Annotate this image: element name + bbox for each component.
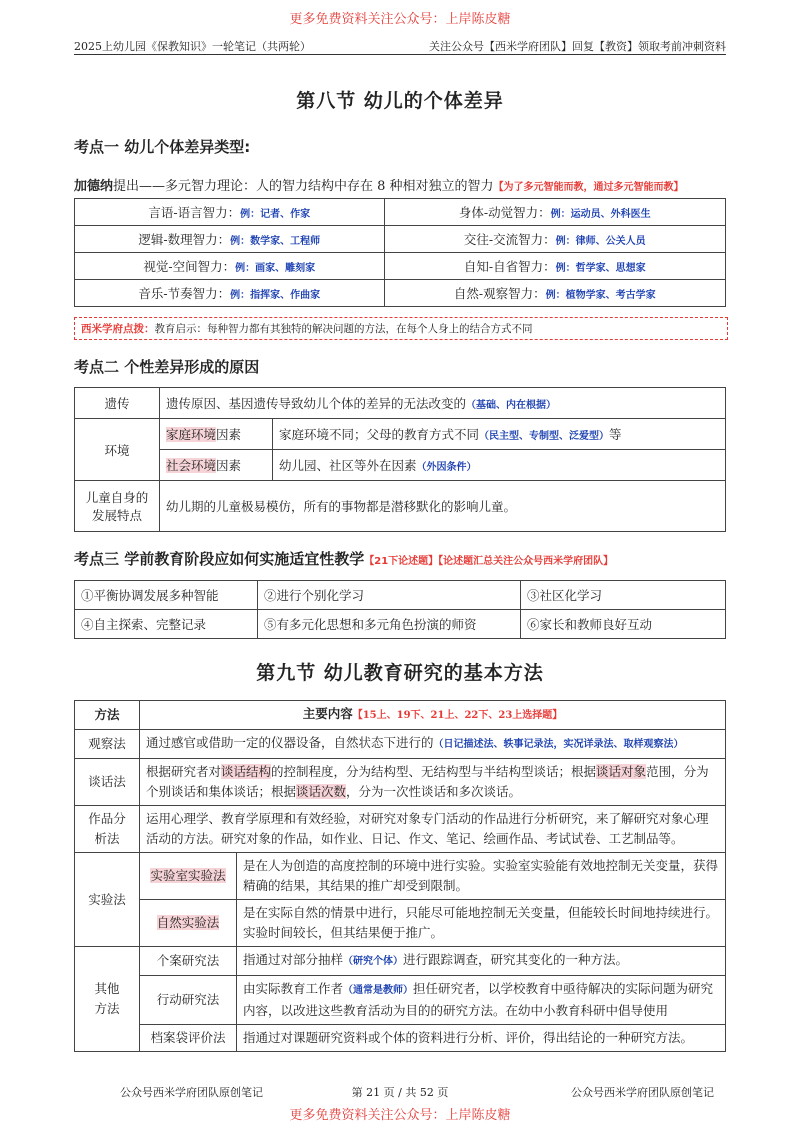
table-cell xyxy=(384,226,725,253)
case-note: （研究个体） xyxy=(343,956,404,967)
kp2-title: 考点二 个性差异形成的原因 xyxy=(74,358,260,376)
strategy-item: ②进行个别化学习 xyxy=(258,581,521,610)
intel-example: 例：记者、作家 xyxy=(240,209,311,220)
table-row xyxy=(75,419,726,450)
portfolio-label: 档案袋评价法 xyxy=(140,1025,237,1052)
heredity-note: （基础、内在根据） xyxy=(466,400,557,411)
footer-right-text: 公众号西米学府团队原创笔记 xyxy=(571,1086,714,1099)
self-label xyxy=(75,481,160,532)
case-label: 个案研究法 xyxy=(140,947,237,976)
kp3-title xyxy=(74,548,613,569)
table-row xyxy=(75,199,726,226)
table-row xyxy=(75,280,726,307)
lab-exp-text: 是在人为创造的高度控制的环境中进行实验。实验室实验能有效地控制无关变量，获得精确的结果，其结果的推广却受到限制。 xyxy=(237,853,726,900)
strategy-item: ⑥家长和教师良好互动 xyxy=(521,610,726,639)
col-content-header xyxy=(140,701,726,730)
works-label-line1: 作品分 xyxy=(88,811,126,826)
intel-example: 例：指挥家、作曲家 xyxy=(230,290,321,301)
col-method-header: 方法 xyxy=(75,701,140,730)
section-9-title: 第九节 幼儿教育研究的基本方法 xyxy=(256,662,544,684)
self-label-line2: 发展特点 xyxy=(91,508,142,523)
family-suffix: 因素 xyxy=(216,427,242,442)
table-cell xyxy=(75,280,385,307)
intel-name: 自然-观察智力： xyxy=(453,286,546,301)
section-8-title: 第八节 幼儿的个体差异 xyxy=(296,90,504,112)
social-text: 幼儿园、社区等外在因素 xyxy=(279,458,417,473)
action-t2: 担任研究者，以学校教育中亟待解决的实际问题为研究内容，以改进这些教育活动为目的的研究方法。在幼中小教育科研中倡导使用 xyxy=(243,981,714,1018)
table-row xyxy=(75,388,726,419)
interview-t4: ，分为一次性谈话和多次谈话。 xyxy=(346,784,522,799)
interview-h2: 谈话对象 xyxy=(596,764,647,779)
self-text: 幼儿期的儿童极易模仿，所有的事物都是潜移默化的影响儿童。 xyxy=(160,481,726,532)
tip-label: 西米学府点拨： xyxy=(81,323,155,335)
kp3-title-text: 考点三 学前教育阶段应如何实施适宜性教学 xyxy=(74,550,365,568)
social-note: （外因条件） xyxy=(416,462,477,473)
intel-example: 例：哲学家、思想家 xyxy=(555,263,646,274)
table-cell xyxy=(75,226,385,253)
strategy-item: ④自主探索、完整记录 xyxy=(75,610,258,639)
heredity-label: 遗传 xyxy=(75,388,160,419)
family-label: 家庭环境 xyxy=(166,427,217,442)
experiment-label: 实验法 xyxy=(75,853,140,947)
social-label: 社会环境 xyxy=(166,458,217,473)
table-row xyxy=(75,730,726,759)
table-cell xyxy=(160,450,273,481)
page-number: 第 21 页 / 共 52 页 xyxy=(351,1086,449,1099)
table-row xyxy=(75,581,726,610)
case-text xyxy=(237,947,726,976)
table-row xyxy=(75,450,726,481)
table-row xyxy=(75,853,726,900)
strategy-item: ①平衡协调发展多种智能 xyxy=(75,581,258,610)
gardner-text: 提出——多元智力理论：人的智力结构中存在 8 种相对独立的智力 xyxy=(113,179,494,194)
intel-name: 言语-语言智力： xyxy=(148,205,241,220)
intel-example: 例：画家、雕刻家 xyxy=(235,263,316,274)
table-cell xyxy=(140,730,726,759)
other-label-line1: 其他 xyxy=(94,981,120,996)
table-cell xyxy=(273,419,726,450)
interview-h1: 谈话结构 xyxy=(221,764,272,779)
intel-example: 例：植物学家、考古学家 xyxy=(545,290,656,301)
strategy-item: ③社区化学习 xyxy=(521,581,726,610)
gardner-intro xyxy=(74,175,734,194)
interview-t2: 的控制程度，分为结构型、无结构型与半结构型谈话；根据 xyxy=(271,764,597,779)
intel-name: 音乐-节奏智力： xyxy=(138,286,231,301)
footer-left-text: 公众号西米学府团队原创笔记 xyxy=(120,1086,263,1099)
other-label xyxy=(75,947,140,1052)
env-label: 环境 xyxy=(75,419,160,481)
family-text: 家庭环境不同；父母的教育方式不同 xyxy=(279,427,480,442)
table-row xyxy=(75,976,726,1025)
nat-exp-label: 自然实验法 xyxy=(156,915,220,930)
family-tail: 等 xyxy=(609,427,622,442)
heredity-text: 遗传原因、基因遗传导致幼儿个体的差异的无法改变的 xyxy=(166,396,467,411)
table-row xyxy=(75,701,726,730)
other-label-line2: 方法 xyxy=(94,1001,120,1016)
table-cell xyxy=(140,900,237,947)
observation-text: 通过感官或借助一定的仪器设备，自然状态下进行的 xyxy=(146,735,434,750)
interview-h3: 谈话次数 xyxy=(296,784,347,799)
action-label: 行动研究法 xyxy=(140,976,237,1025)
interview-label: 谈话法 xyxy=(75,759,140,806)
table-cell xyxy=(384,199,725,226)
interview-text xyxy=(140,759,726,806)
table-row xyxy=(75,947,726,976)
portfolio-text: 指通过对课题研究资料或个体的资料进行分析、评价，得出结论的一种研究方法。 xyxy=(237,1025,726,1052)
intel-example: 例：运动员、外科医生 xyxy=(550,209,651,220)
table-cell xyxy=(160,419,273,450)
table-row xyxy=(75,900,726,947)
table-row xyxy=(75,759,726,806)
kp1-title: 考点一 幼儿个体差异类型: xyxy=(74,138,251,156)
table-cell xyxy=(75,199,385,226)
works-label xyxy=(75,806,140,853)
interview-t3: 范围，分为个别谈话和集体谈话；根据 xyxy=(146,764,709,799)
works-label-line2: 析法 xyxy=(94,831,120,846)
intel-example: 例：数学家、工程师 xyxy=(230,236,321,247)
table-row xyxy=(75,806,726,853)
observation-label: 观察法 xyxy=(75,730,140,759)
action-text xyxy=(237,976,726,1025)
table-cell xyxy=(384,253,725,280)
table-row xyxy=(75,226,726,253)
tip-text: 教育启示：每种智力都有其独特的解决问题的方法，在每个人身上的结合方式不同 xyxy=(154,323,533,335)
nat-exp-text: 是在实际自然的情景中进行，只能尽可能地控制无关变量，但能较长时间地持续进行。实验时间较长，但其结果便于推广。 xyxy=(237,900,726,947)
action-note: （通常是教师） xyxy=(343,985,414,996)
header-right-text: 关注公众号【西米学府团队】回复【教资】领取考前冲刺资料 xyxy=(429,40,726,53)
strategy-item: ⑤有多元化思想和多元角色扮演的师资 xyxy=(258,610,521,639)
intelligence-table xyxy=(74,198,726,307)
gardner-note: 【为了多元智能而教，通过多元智能而教】 xyxy=(493,182,684,193)
table-row xyxy=(75,481,726,532)
method-table xyxy=(74,700,726,1052)
table-row xyxy=(75,1025,726,1052)
works-text: 运用心理学、教育学原理和有效经验，对研究对象专门活动的作品进行分析研究，来了解研究对象心理活动的方法。研究对象的作品，如作业、日记、作文、笔记、绘画作品、考试试卷、工艺制品等。 xyxy=(140,806,726,853)
kp3-note1: 【21下论述题】 xyxy=(364,556,439,567)
col-content-note: 【15上、19下、21上、22下、23上选择题】 xyxy=(352,710,563,721)
col-content-title: 主要内容 xyxy=(302,706,353,721)
top-promo-banner: 更多免费资料关注公众号：上岸陈皮糖 xyxy=(289,12,511,27)
cause-table xyxy=(74,387,726,532)
action-t1: 由实际教育工作者 xyxy=(243,981,344,996)
strategy-table xyxy=(74,580,726,639)
social-suffix: 因素 xyxy=(216,458,242,473)
case-t2: 进行跟踪调查，研究其变化的一种方法。 xyxy=(403,952,629,967)
gardner-name: 加德纳 xyxy=(74,179,114,194)
lab-exp-label: 实验室实验法 xyxy=(150,868,226,883)
page-header xyxy=(74,36,726,55)
table-cell xyxy=(140,853,237,900)
intel-name: 逻辑-数理智力： xyxy=(138,232,231,247)
table-row xyxy=(75,253,726,280)
intel-example: 例：律师、公关人员 xyxy=(555,236,646,247)
family-note: （民主型、专制型、泛爱型） xyxy=(479,431,610,442)
interview-t1: 根据研究者对 xyxy=(146,764,222,779)
observation-note: （日记描述法、轶事记录法，实况详录法、取样观察法） xyxy=(433,739,684,750)
table-cell xyxy=(273,450,726,481)
case-t1: 指通过对部分抽样 xyxy=(243,952,344,967)
intel-name: 自知-自省智力： xyxy=(463,259,556,274)
table-cell xyxy=(75,253,385,280)
table-cell xyxy=(384,280,725,307)
header-left-text: 2025上幼儿园《保教知识》一轮笔记（共两轮） xyxy=(74,40,311,53)
table-cell xyxy=(160,388,726,419)
tip-box xyxy=(74,317,728,340)
table-row xyxy=(75,610,726,639)
self-label-line1: 儿童自身的 xyxy=(85,490,149,505)
intel-name: 视觉-空间智力： xyxy=(143,259,236,274)
bottom-promo-banner: 更多免费资料关注公众号：上岸陈皮糖 xyxy=(289,1108,511,1123)
kp3-note2: 【论述题汇总关注公众号西米学府团队】 xyxy=(438,556,614,567)
intel-name: 身体-动觉智力： xyxy=(458,205,551,220)
intel-name: 交往-交流智力： xyxy=(463,232,556,247)
